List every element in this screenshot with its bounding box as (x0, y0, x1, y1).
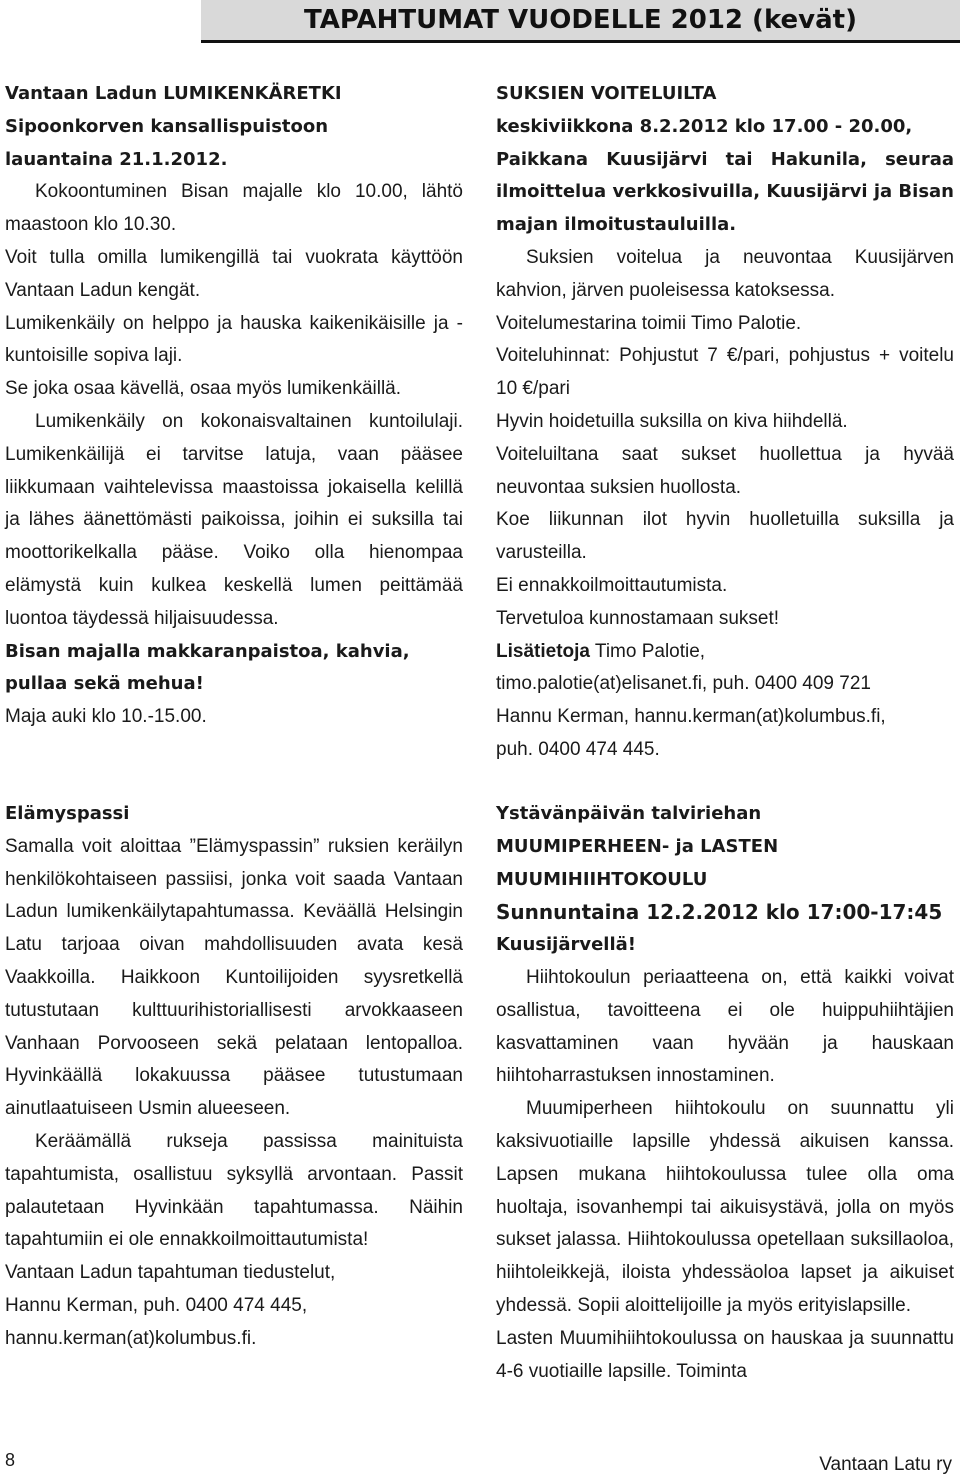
voiteluilta-info (496, 636, 954, 669)
voiteluilta-title: SUKSIEN VOITELUILTA (496, 83, 717, 104)
talviriehan-title-1: Ystävänpäivän talviriehan (496, 803, 762, 824)
voiteluilta-paragraph: Tervetuloa kunnostamaan sukset! (496, 607, 780, 629)
lumikenkaretki-paragraph: Voit tulla omilla lumikengillä tai vuokrata käyttöön Vantaan Ladun kengät. (5, 246, 463, 301)
elamyspassi-title: Elämyspassi (5, 803, 130, 824)
footer-organization: Vantaan Latu ry (819, 1454, 952, 1475)
voiteluilta-paragraph: Suksien voitelua ja neuvontaa Kuusijärven kahvion, järven puoleisessa katoksessa. (496, 246, 954, 301)
page-number: 8 (5, 1450, 16, 1470)
page-title: TAPAHTUMAT VUODELLE 2012 (kevät) (304, 5, 857, 35)
lumikenkaretki-open-hours: Maja auki klo 10.-15.00. (5, 706, 207, 728)
talviriehan-paragraph: Hiihtokoulun periaatteena on, että kaikki voivat osallistua, tavoitteena ei ole huippuhiihtäjien kasvattaminen vaan hyvään ja hauskaan hiihtoharrastuksen innostaminen. (496, 966, 954, 1087)
voiteluilta-info-label: Lisätietoja (496, 640, 590, 662)
voiteluilta-paragraph: Voitelumestarina toimii Timo Palotie. (496, 312, 802, 334)
voiteluilta-paragraph: Hyvin hoidetuilla suksilla on kiva hiihdellä. (496, 410, 848, 432)
header-bar (201, 0, 960, 43)
talviriehan-date: Sunnuntaina 12.2.2012 klo 17:00-17:45 (496, 900, 943, 925)
talviriehan-place: Kuusijärvellä! (496, 934, 636, 956)
talviriehan-section (496, 798, 954, 1388)
elamyspassi-contact: hannu.kerman(at)kolumbus.fi. (5, 1327, 257, 1349)
talviriehan-title-3: MUUMIHIIHTOKOULU (496, 868, 708, 890)
lumikenkaretki-bold-note: Bisan majalla makkaranpaistoa, kahvia, pullaa sekä mehua! (5, 640, 410, 695)
lumikenkaretki-paragraph: Lumikenkäily on helppo ja hauska kaikenikäisille ja -kuntoisille sopiva laji. (5, 312, 463, 367)
lumikenkaretki-title-2: Sipoonkorven kansallispuistoon (5, 115, 329, 137)
voiteluilta-place: Paikkana Kuusijärvi tai Hakunila, seuraa ilmoittelua verkkosivuilla, Kuusijärvi ja Bisan majan ilmoitustauluilla. (496, 148, 954, 236)
lumikenkaretki-paragraph: Lumikenkäily on kokonaisvaltainen kuntoilulaji. Lumikenkäilijä ei tarvitse latuja, vaan pääsee liikkumaan vaihtelevissa maastoissa jokaisella kelillä ja lähes äänettömästi paikoissa, joihin ei suksilla tai moottorikelkalla pääse. Voiko olla hienompaa elämystä kuin kulkea keskellä lumen peittämää luontoa täydessä hiljaisuudessa. (5, 410, 463, 629)
voiteluilta-info-phone: puh. 0400 474 445. (496, 738, 660, 760)
voiteluilta-paragraph: Ei ennakkoilmoittautumista. (496, 574, 728, 596)
voiteluilta-paragraph: Koe liikunnan ilot hyvin huolletuilla suksilla ja varusteilla. (496, 509, 954, 564)
elamyspassi-section (5, 798, 463, 1356)
elamyspassi-contact: Hannu Kerman, puh. 0400 474 445, (5, 1294, 308, 1316)
voiteluilta-section (496, 78, 954, 767)
voiteluilta-prices: Voiteluhinnat: Pohjustut 7 €/pari, pohjustus + voitelu 10 €/pari (496, 345, 954, 400)
lumikenkaretki-section (5, 78, 463, 734)
lumikenkaretki-title-3: lauantaina 21.1.2012. (5, 148, 228, 170)
lumikenkaretki-paragraph: Se joka osaa kävellä, osaa myös lumikenkäillä. (5, 378, 402, 400)
talviriehan-paragraph: Lasten Muumihiihtokoulussa on hauskaa ja suunnattu 4-6 vuotiaille lapsille. Toiminta (496, 1327, 954, 1382)
talviriehan-title-2: MUUMIPERHEEN- ja LASTEN (496, 835, 779, 857)
elamyspassi-paragraph: Keräämällä rukseja passissa mainituista tapahtumista, osallistuu syksyllä arvontaan. Passit palautetaan Hyvinkään tapahtumassa. Näihin tapahtumiin ei ole ennakkoilmoittautumista! (5, 1130, 463, 1251)
voiteluilta-info-email: timo.palotie(at)elisanet.fi, puh. 0400 409 721 (496, 673, 871, 695)
voiteluilta-info-contact: Hannu Kerman, hannu.kerman(at)kolumbus.fi, (496, 706, 886, 728)
lumikenkaretki-paragraph: Kokoontuminen Bisan majalle klo 10.00, lähtö maastoon klo 10.30. (5, 181, 463, 236)
elamyspassi-paragraph: Samalla voit aloittaa ”Elämyspassin” ruksien keräilyn henkilökohtaiseen passiisi, jonka voit saada Vantaan Ladun lumikenkäilytapahtumassa. Keväällä Helsingin Latu tarjoaa oivan mahdollisuuden avata kesä Vaakkoilla. Haikkoon Kuntoilijoiden syysretkellä tutustutaan kulttuurihistoriallisesti arvokkaaseen Vanhaan Porvooseen sekä pelataan lentopalloa. Hyvinkäällä lokakuussa pääsee tutustumaan ainutlaatuiseen Usmin alueeseen. (5, 835, 463, 1120)
voiteluilta-paragraph: Voiteluiltana saat sukset huollettua ja hyvää neuvontaa suksien huollosta. (496, 443, 954, 498)
elamyspassi-contact: Vantaan Ladun tapahtuman tiedustelut, (5, 1262, 336, 1284)
lumikenkaretki-title-1: Vantaan Ladun LUMIKENKÄRETKI (5, 83, 342, 104)
voiteluilta-date: keskiviikkona 8.2.2012 klo 17.00 - 20.00, (496, 115, 913, 137)
voiteluilta-info-contact: Timo Palotie, (589, 640, 706, 662)
talviriehan-paragraph: Muumiperheen hiihtokoulu on suunnattu yli kaksivuotiaille lapsille yhdessä aikuisen kanssa. Lapsen mukana hiihtokoulussa tulee olla oma huoltaja, isovanhempi tai aikuisystävä, jolla on myös sukset jalassa. Hiihtokoulussa opetellaan suksillaoloa, hiihtoleikkejä, iloista yhdessäoloa lapset ja aikuiset yhdessä. Sopii aloittelijoille ja myös erityislapsille. (496, 1098, 954, 1316)
